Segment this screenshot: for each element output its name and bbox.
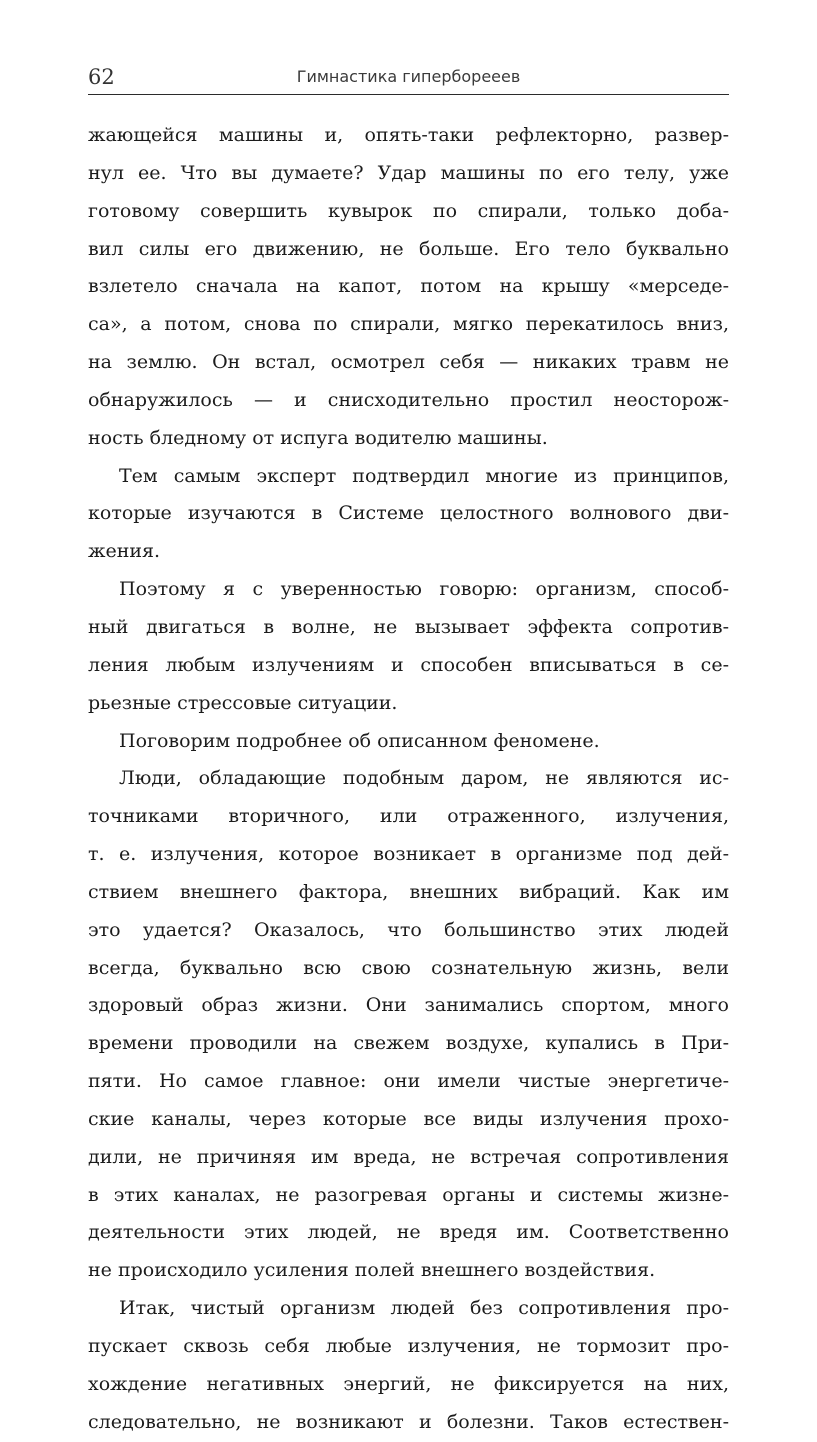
paragraph-first-line: Поэтому я с уверенностью говорю: организм, способ- [119,578,729,601]
paragraph-first-line: Поговорим подробнее об описанном феномене. [119,729,600,752]
text-line: не происходило усиления полей внешнего воздействия. [88,1259,656,1282]
text-line: следовательно, не возникают и болезни. Таков естествен- [88,1410,729,1433]
text-line: которые изучаются в Системе целостного волнового дви- [88,502,729,525]
running-header [88,62,729,95]
paragraph-first-line: Итак, чистый организм людей без сопротивления про- [119,1297,729,1320]
text-line: хождение негативных энергий, не фиксируется на них, [88,1372,729,1395]
text-line: здоровый образ жизни. Они занимались спортом, много [88,994,729,1017]
text-line: взлетело сначала на капот, потом на крышу «мерседе- [88,275,729,298]
text-line: жающейся машины и, опять-таки рефлекторно, развер- [88,124,729,146]
body-text [88,117,729,1442]
text-line: это удается? Оказалось, что большинство этих людей [88,918,729,941]
text-line: ствием внешнего фактора, внешних вибраций. Как им [88,880,729,903]
text-line: обнаружилось — и снисходительно простил неосторож- [88,388,729,411]
running-title: Гимнастика гиперборееев [296,67,521,86]
text-line: ность бледному от испуга водителю машины. [88,426,548,449]
paragraph-first-line: Люди, обладающие подобным даром, не являются ис- [119,767,729,790]
text-line: нул ее. Что вы думаете? Удар машины по его телу, уже [88,161,729,184]
paragraph-first-line: Тем самым эксперт подтвердил многие из принципов, [119,464,729,487]
text-line: деятельности этих людей, не вредя им. Соответственно [88,1221,729,1244]
text-line: ские каналы, через которые все виды излучения прохо- [88,1107,729,1130]
text-line: жения. [88,540,161,563]
page-number: 62 [88,65,115,89]
text-line: вил силы его движению, не больше. Его тело буквально [88,237,729,260]
text-line: пускает сквозь себя любые излучения, не тормозит про- [88,1335,729,1357]
text-line: готовому совершить кувырок по спирали, только доба- [88,199,729,222]
text-line: времени проводили на свежем воздухе, купались в При- [88,1032,729,1055]
text-line: в этих каналах, не разогревая органы и системы жизне- [88,1183,729,1206]
text-line: т. е. излучения, которое возникает в организме под дей- [88,843,729,866]
text-line: ный двигаться в волне, не вызывает эффекта сопротив- [88,615,729,638]
text-line: рьезные стрессовые ситуации. [88,691,398,714]
text-line: дили, не причиняя им вреда, не встречая сопротивления [88,1145,729,1168]
text-line: точниками вторичного, или отраженного, излучения, [88,805,729,828]
text-line: всегда, буквально всю свою сознательную жизнь, вели [88,956,729,979]
text-line: на землю. Он встал, осмотрел себя — никаких травм не [88,351,729,374]
text-line: ления любым излучениям и способен вписываться в се- [88,653,729,676]
text-line: са», а потом, снова по спирали, мягко перекатилось вниз, [88,313,729,336]
text-line: пяти. Но самое главное: они имели чистые энергетиче- [88,1070,729,1093]
